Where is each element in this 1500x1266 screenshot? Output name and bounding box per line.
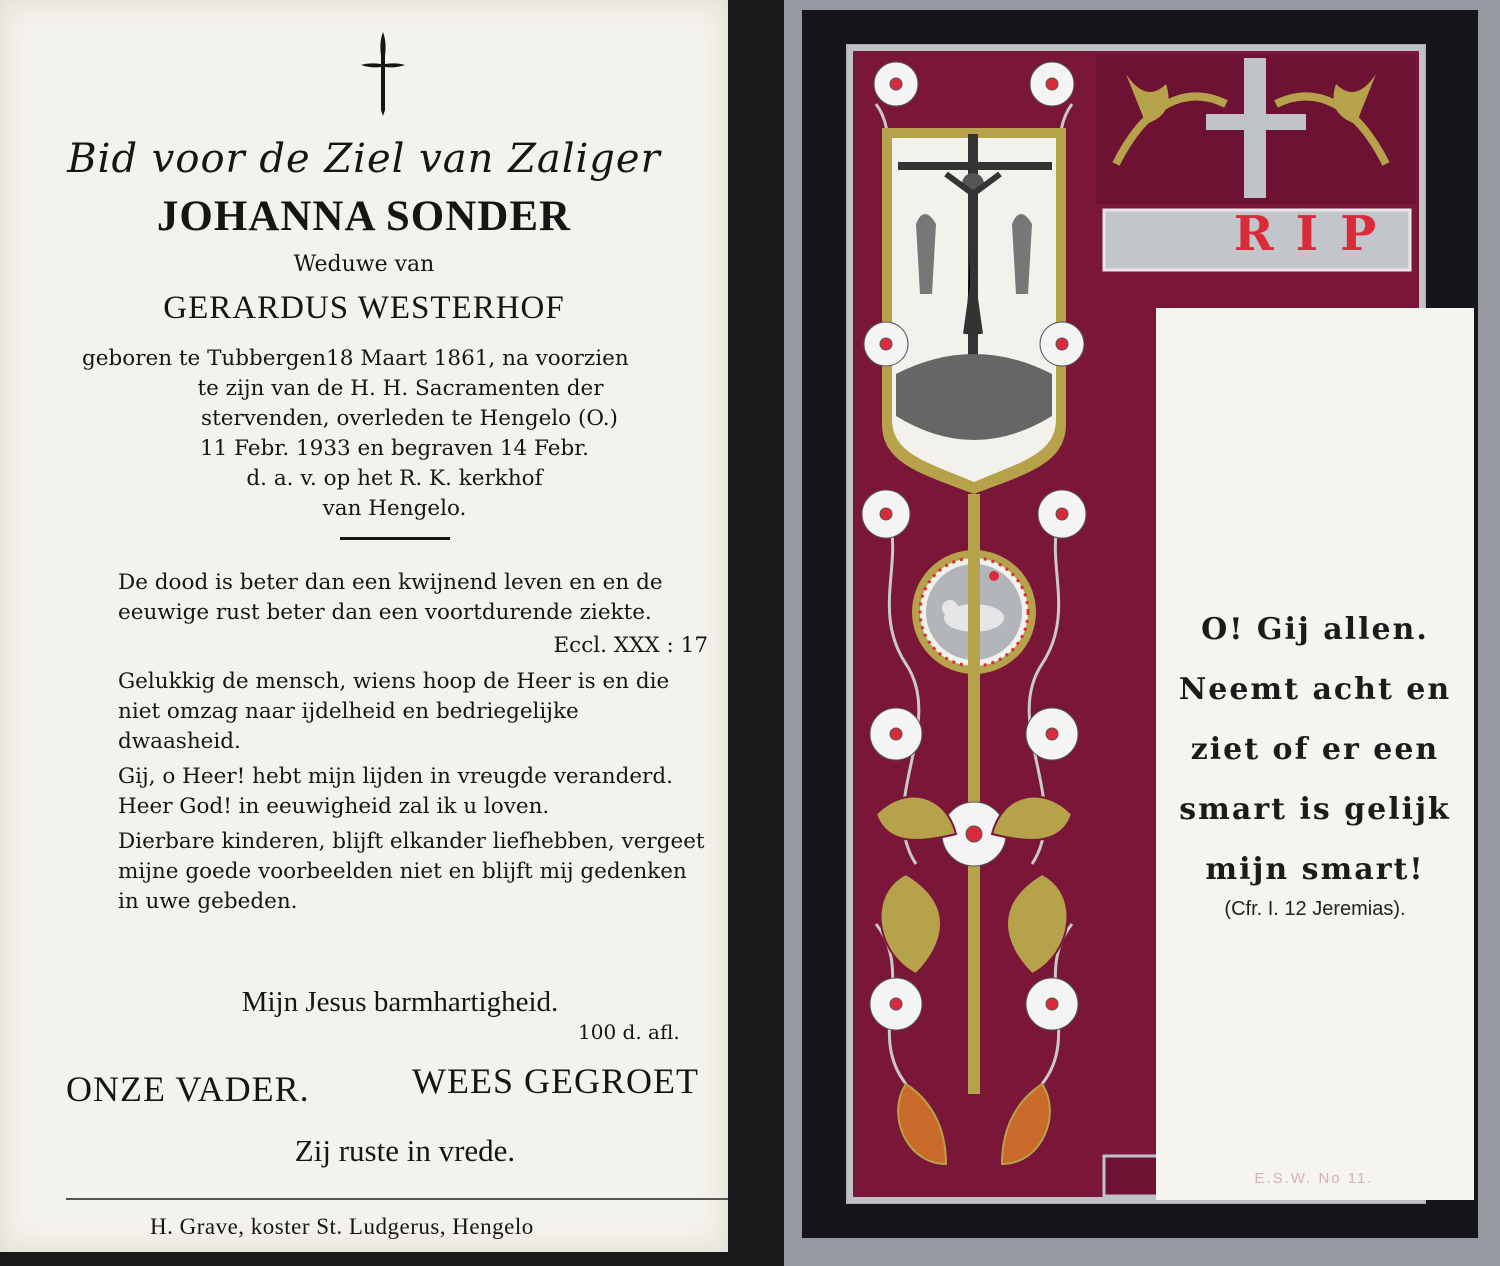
publisher-code: E.S.W. No 11. bbox=[1254, 1170, 1374, 1187]
verse-line: ziet of er een bbox=[1190, 732, 1440, 767]
indulgence-note: 100 d. afl. bbox=[578, 1020, 680, 1044]
verse-paragraph: De dood is beter dan een kwijnend leven en en de eeuwige rust beter dan een voortdurende ziekte. bbox=[118, 570, 663, 625]
cross-icon bbox=[358, 30, 408, 118]
verse-line: Neemt acht en bbox=[1178, 672, 1452, 707]
deceased-name: JOHANNA SONDER bbox=[156, 193, 572, 240]
memorial-card-text-side bbox=[0, 0, 728, 1252]
bio-line: 11 Febr. 1933 en begraven 14 Febr. bbox=[199, 436, 590, 461]
verse-paragraph: Dierbare kinderen, blijft elkander liefhebben, vergeet mijne goede voorbeelden niet en blijft mij gedenken in uwe gebeden. bbox=[118, 829, 705, 914]
printer-credit: H. Grave, koster St. Ludgerus, Hengelo bbox=[150, 1214, 534, 1239]
verse-reference: (Cfr. I. 12 Jeremias). bbox=[1224, 898, 1406, 920]
verse-paragraph: Gij, o Heer! hebt mijn lijden in vreugde veranderd. Heer God! in eeuwigheid zal ik u loven. bbox=[118, 764, 673, 819]
bio-line: geboren te Tubbergen18 Maart 1861, na voorzien bbox=[82, 346, 629, 371]
husband-name: GERARDUS WESTERHOF bbox=[163, 290, 565, 326]
scripture-verses bbox=[118, 568, 708, 922]
memorial-card-ornament-side bbox=[784, 0, 1500, 1266]
ornamental-frame bbox=[846, 44, 1452, 1204]
divider bbox=[340, 537, 450, 540]
card-title: Bid voor de Ziel van Zaliger bbox=[67, 136, 661, 182]
bio-line: stervenden, overleden te Hengelo (O.) bbox=[201, 406, 618, 431]
bio-line: van Hengelo. bbox=[322, 496, 467, 521]
bio-line: te zijn van de H. H. Sacramenten der bbox=[197, 376, 604, 401]
prayer-hail-mary: WEES GEGROET bbox=[412, 1061, 699, 1101]
verse-line: O! Gij allen. bbox=[1201, 612, 1429, 647]
prayer-our-father: ONZE VADER. bbox=[66, 1069, 310, 1109]
verse-line: smart is gelijk bbox=[1179, 792, 1451, 827]
invocation: Mijn Jesus barmhartigheid. bbox=[241, 986, 559, 1018]
verse-line: mijn smart! bbox=[1205, 852, 1425, 887]
footer-divider bbox=[66, 1198, 728, 1200]
widow-of-label: Weduwe van bbox=[293, 252, 435, 277]
rest-in-peace-line: Zij ruste in vrede. bbox=[294, 1133, 516, 1168]
bio-line: d. a. v. op het R. K. kerkhof bbox=[246, 466, 543, 491]
rip-banner: RIP bbox=[1233, 206, 1399, 262]
verse-paragraph: Gelukkig de mensch, wiens hoop de Heer is en die niet omzag naar ijdelheid en bedriegelijke dwaasheid. bbox=[118, 669, 670, 754]
verse-panel bbox=[1156, 308, 1474, 1200]
biography bbox=[82, 344, 707, 524]
verse-text bbox=[1156, 600, 1474, 900]
verse-reference: Eccl. XXX : 17 bbox=[553, 633, 708, 658]
